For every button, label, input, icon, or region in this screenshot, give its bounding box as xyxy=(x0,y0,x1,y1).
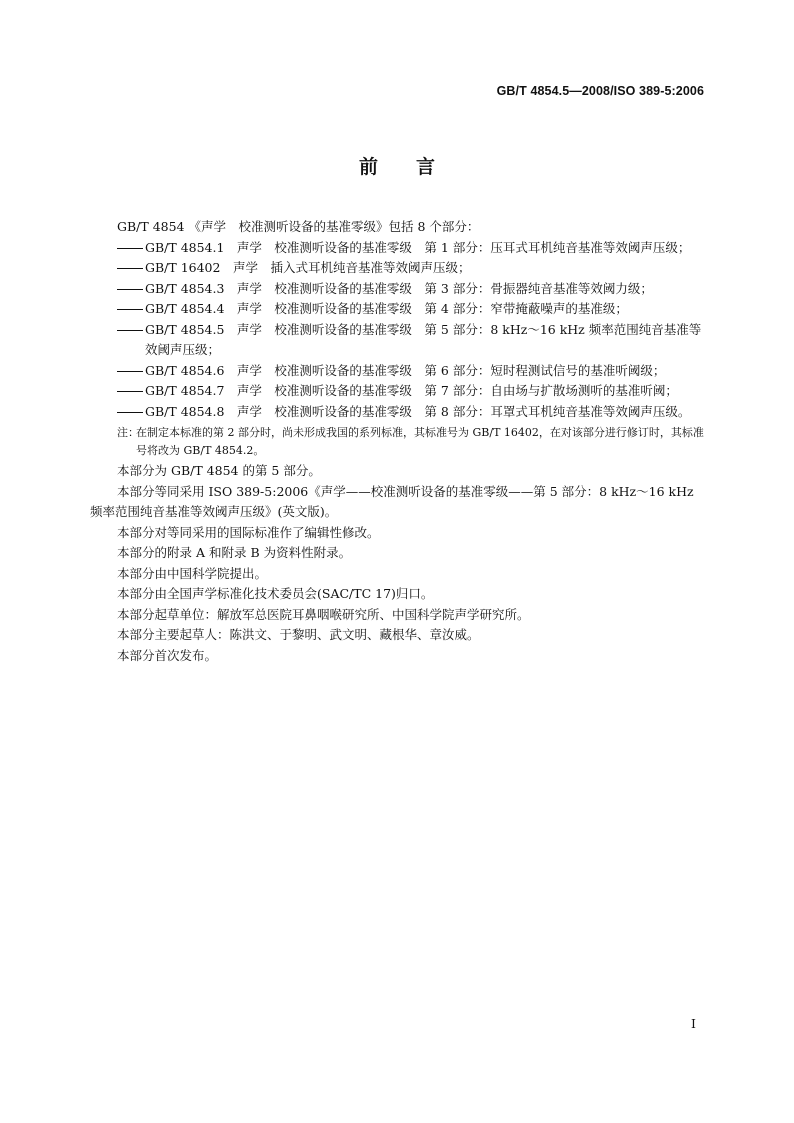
note xyxy=(90,424,706,460)
list-item-text: GB/T 4854.6 声学 校准测听设备的基准零级 第 6 部分：短时程测试信号的基准听阈级； xyxy=(145,362,666,378)
body-paragraph: 本部分由全国声学标准化技术委员会(SAC/TC 17)归口。 xyxy=(117,586,434,601)
page-title: 前言 xyxy=(358,156,473,178)
list-item-text: GB/T 4854.1 声学 校准测听设备的基准零级 第 1 部分：压耳式耳机纯音基准等效阈声压级； xyxy=(145,239,691,255)
dash-marker xyxy=(90,299,145,320)
list-item-text: GB/T 4854.8 声学 校准测听设备的基准零级 第 8 部分：耳罩式耳机纯音基准等效阈声压级。 xyxy=(145,403,691,419)
list-item xyxy=(90,402,706,423)
intro-paragraph: GB/T 4854 《声学 校准测听设备的基准零级》包括 8 个部分： xyxy=(117,219,480,234)
foreword-content xyxy=(90,217,706,666)
list-item xyxy=(90,279,706,300)
list-item-text: GB/T 4854.4 声学 校准测听设备的基准零级 第 4 部分：窄带掩蔽噪声的基准级； xyxy=(145,301,628,316)
list-item-text: GB/T 4854.3 声学 校准测听设备的基准零级 第 3 部分：骨振器纯音基准等效阈力级； xyxy=(145,280,653,296)
list-item xyxy=(90,361,706,382)
page-number: I xyxy=(691,1016,696,1031)
note-text: 在制定本标准的第 2 部分时，尚未形成我国的系列标准，其标准号为 GB/T 16402，在对该部分进行修订时，其标准号将改为 GB/T 4854.2。 xyxy=(136,426,704,457)
list-item xyxy=(90,299,706,320)
list-item-text: GB/T 16402 声学 插入式耳机纯音基准等效阈声压级； xyxy=(145,260,471,275)
body-paragraph: 本部分为 GB/T 4854 的第 5 部分。 xyxy=(117,463,321,478)
list-item xyxy=(90,381,706,402)
list-item xyxy=(90,320,706,361)
body-paragraph: 本部分对等同采用的国际标准作了编辑性修改。 xyxy=(117,524,380,540)
body-paragraph: 本部分起草单位：解放军总医院耳鼻咽喉研究所、中国科学院声学研究所。 xyxy=(117,606,530,622)
list-item xyxy=(90,238,706,259)
dash-marker xyxy=(90,238,145,259)
note-label: 注： xyxy=(117,426,139,439)
standard-code-header: GB/T 4854.5—2008/ISO 389-5:2006 xyxy=(496,84,704,98)
list-item-text: GB/T 4854.5 声学 校准测听设备的基准零级 第 5 部分：8 kHz～16 kHz 频率范围纯音基准等效阈声压级； xyxy=(145,321,702,357)
body-paragraph: 本部分等同采用 ISO 389-5:2006《声学——校准测听设备的基准零级——第 5 部分：8 kHz～16 kHz 频率范围纯音基准等效阈声压级》(英文版)。 xyxy=(90,483,694,519)
body-paragraph: 本部分的附录 A 和附录 B 为资料性附录。 xyxy=(117,545,352,560)
dash-marker xyxy=(90,361,145,382)
dash-marker xyxy=(90,381,145,402)
dash-marker xyxy=(90,320,145,361)
list-item xyxy=(90,258,706,279)
body-paragraph: 本部分由中国科学院提出。 xyxy=(117,565,268,581)
body-paragraph: 本部分主要起草人：陈洪文、于黎明、武文明、藏根华、章汝威。 xyxy=(117,627,480,642)
parts-list xyxy=(90,238,706,423)
list-item-text: GB/T 4854.7 声学 校准测听设备的基准零级 第 7 部分：自由场与扩散场测听的基准听阈； xyxy=(145,383,678,398)
body-paragraph: 本部分首次发布。 xyxy=(117,647,218,663)
dash-marker xyxy=(90,279,145,300)
dash-marker xyxy=(90,402,145,423)
dash-marker xyxy=(90,258,145,279)
